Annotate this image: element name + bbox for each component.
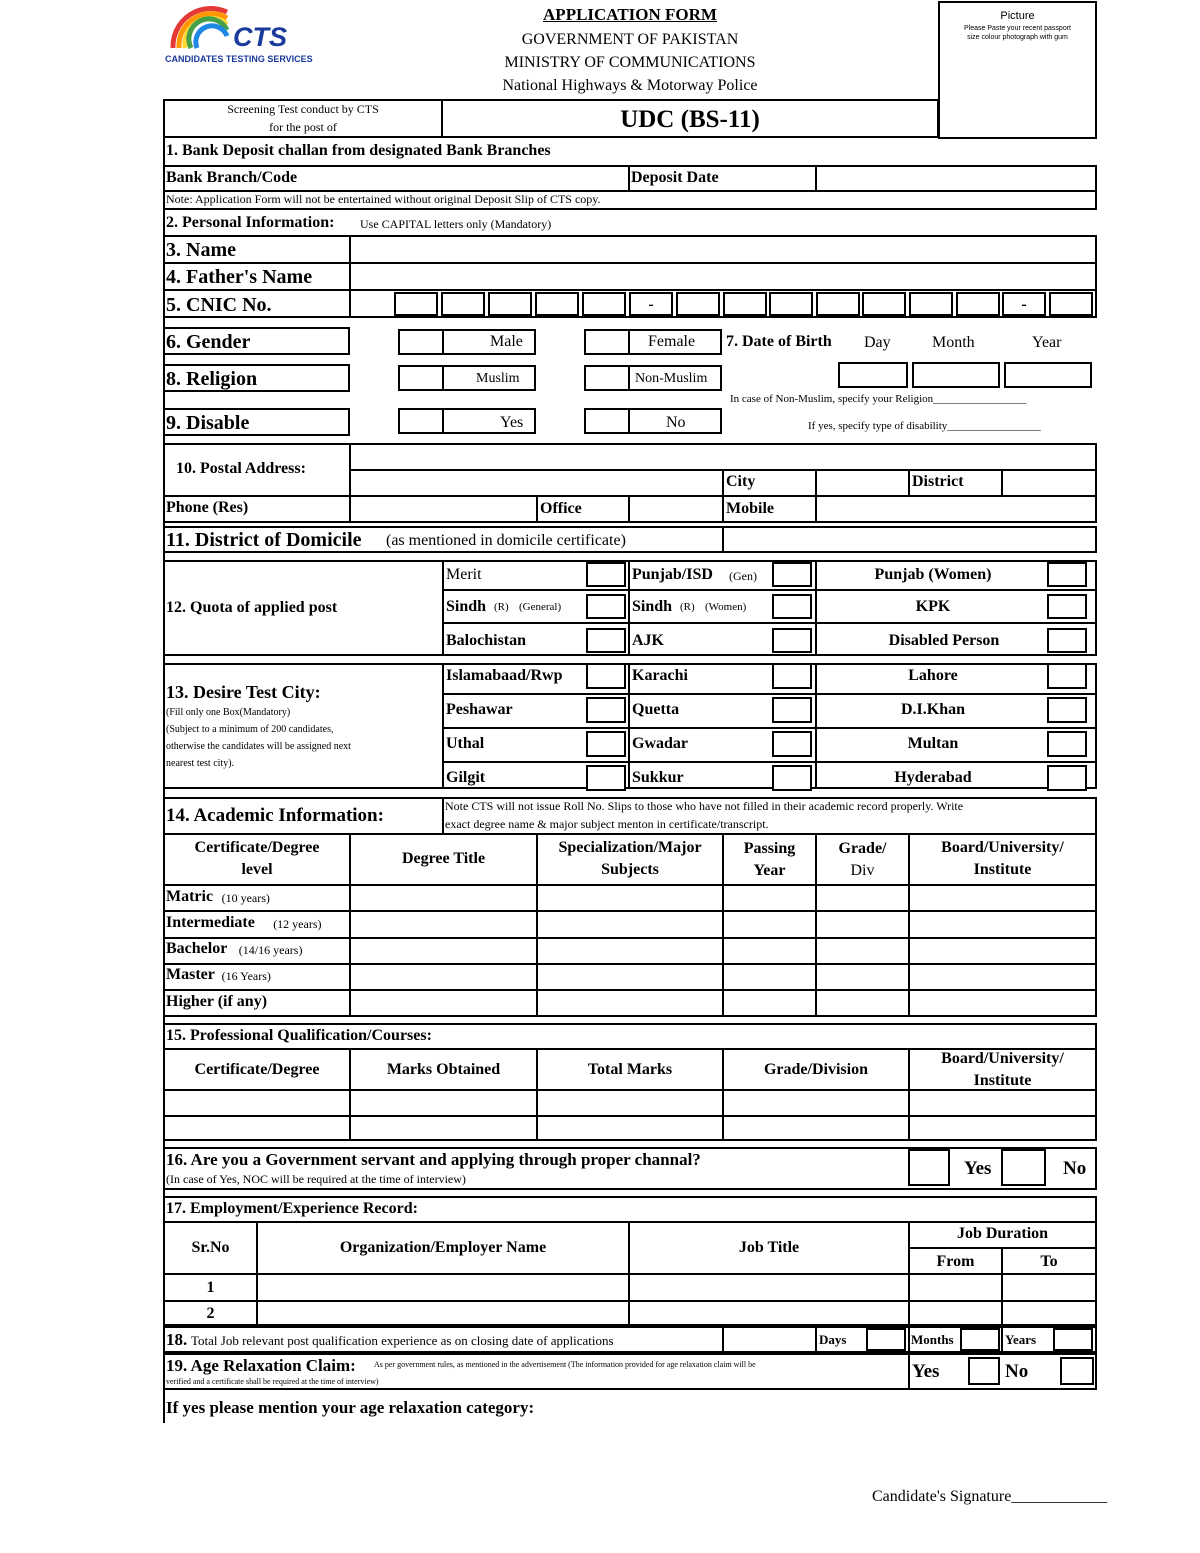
dob-month-box[interactable] bbox=[912, 362, 1000, 388]
test-city-sukkur: Sukkur bbox=[632, 769, 684, 786]
quota-label: 12. Quota of applied post bbox=[166, 599, 338, 616]
cnic-digit-box[interactable] bbox=[488, 292, 532, 316]
emp-h-duration: Job Duration bbox=[956, 1225, 1049, 1242]
emp-row-2[interactable] bbox=[258, 1302, 1095, 1325]
quota-checkbox[interactable] bbox=[1047, 628, 1087, 653]
exp-label: Total Job relevant post qualification experience as on closing date of applications bbox=[191, 1333, 614, 1348]
header-line-1: GOVERNMENT OF PAKISTAN bbox=[521, 31, 739, 48]
test-city-note-1: (Fill only one Box(Mandatory) bbox=[166, 707, 291, 718]
age-yes-checkbox[interactable] bbox=[968, 1357, 1000, 1385]
test-city-multan: Multan bbox=[907, 735, 959, 752]
picture-box[interactable] bbox=[938, 1, 1097, 139]
quota-sindh-r: (R) bbox=[494, 601, 509, 613]
quota-punjab-women: Punjab (Women) bbox=[874, 566, 992, 583]
domicile-input[interactable] bbox=[725, 528, 1095, 551]
post-title: UDC (BS-11) bbox=[620, 106, 760, 133]
dob-year-box[interactable] bbox=[1004, 362, 1092, 388]
exp-years-box[interactable] bbox=[1053, 1328, 1093, 1351]
test-city-dikhan: D.I.Khan bbox=[900, 701, 966, 718]
ac-h-institute: Institute bbox=[973, 861, 1032, 878]
prof-h-marks: Marks Obtained bbox=[386, 1061, 501, 1078]
ac-row-years: (12 years) bbox=[273, 917, 322, 931]
quota-checkbox[interactable] bbox=[1047, 594, 1087, 619]
academic-note-2: exact degree name & major subject menton in certificate/transcript. bbox=[445, 817, 769, 831]
dob-label: 7. Date of Birth bbox=[726, 333, 832, 350]
form-title: APPLICATION FORM bbox=[543, 5, 717, 24]
cnic-digit-box[interactable] bbox=[816, 292, 860, 316]
quota-merit: Merit bbox=[446, 566, 482, 583]
address-label: 10. Postal Address: bbox=[176, 460, 306, 477]
bank-branch-input[interactable] bbox=[350, 167, 626, 190]
ac-row-label: Matric bbox=[166, 888, 214, 905]
cnic-digit-box[interactable] bbox=[394, 292, 438, 316]
prof-label: 15. Professional Qualification/Courses: bbox=[166, 1027, 432, 1044]
cnic-digit-box[interactable] bbox=[862, 292, 906, 316]
test-city-peshawar: Peshawar bbox=[446, 701, 513, 718]
test-city-checkbox[interactable] bbox=[1047, 731, 1087, 757]
ac-row-label: Master bbox=[166, 966, 215, 983]
quota-sindh-women-r: (R) bbox=[680, 601, 695, 613]
age-yes-label: Yes bbox=[912, 1361, 940, 1382]
exp-months: Months bbox=[911, 1332, 954, 1347]
emp-row-1-sr: 1 bbox=[206, 1279, 215, 1296]
cts-logo bbox=[165, 2, 313, 66]
disability-specify-note: If yes, specify type of disability_________________ bbox=[808, 420, 1041, 432]
ac-h-grade: Grade/ bbox=[838, 840, 887, 857]
prof-h-board: Board/University/ bbox=[941, 1050, 1064, 1067]
cnic-digit-box[interactable] bbox=[582, 292, 626, 316]
age-category-label: If yes please mention your age relaxation category: bbox=[166, 1398, 535, 1417]
non-muslim-checkbox[interactable] bbox=[584, 365, 630, 391]
s1-heading: 1. Bank Deposit challan from designated Bank Branches bbox=[166, 142, 551, 159]
muslim-checkbox[interactable] bbox=[398, 365, 444, 391]
test-city-note-2: (Subject to a minimum of 200 candidates, bbox=[166, 724, 334, 735]
quota-checkbox[interactable] bbox=[772, 562, 812, 587]
quota-sindh-general-sub: (General) bbox=[519, 601, 562, 613]
dob-year-label: Year bbox=[1032, 334, 1062, 351]
ac-row-input[interactable] bbox=[351, 938, 1095, 962]
father-name-input[interactable] bbox=[352, 264, 1095, 288]
ac-row-input[interactable] bbox=[351, 886, 1095, 910]
academic-note-1: Note CTS will not issue Roll No. Slips to those who have not filled in their academic record properly. Write bbox=[445, 799, 964, 813]
test-city-label: 13. Desire Test City: bbox=[166, 682, 321, 702]
s2-heading: 2. Personal Information: bbox=[166, 214, 335, 231]
quota-kpk: KPK bbox=[915, 598, 951, 615]
cnic-digit-box[interactable] bbox=[723, 292, 767, 316]
test-city-quetta: Quetta bbox=[632, 701, 680, 718]
ac-row-input[interactable] bbox=[351, 991, 1095, 1015]
emp-h-org: Organization/Employer Name bbox=[339, 1239, 547, 1256]
cnic-digit-box[interactable] bbox=[909, 292, 953, 316]
test-city-note-3: otherwise the candidates will be assigned next bbox=[166, 741, 351, 752]
cnic-dash-box bbox=[1002, 292, 1046, 316]
header-line-2: MINISTRY OF COMMUNICATIONS bbox=[504, 54, 756, 71]
ac-h-div: Div bbox=[850, 862, 875, 879]
religion-specify-note: In case of Non-Muslim, specify your Religion_________________ bbox=[730, 393, 1027, 405]
disable-no-checkbox[interactable] bbox=[584, 408, 630, 434]
emp-h-from: From bbox=[936, 1253, 975, 1270]
test-city-gilgit: Gilgit bbox=[446, 769, 486, 786]
disable-yes-checkbox[interactable] bbox=[398, 408, 444, 434]
govt-no-checkbox[interactable] bbox=[1001, 1149, 1046, 1186]
quota-sindh-women-sub: (Women) bbox=[705, 601, 747, 613]
gender-label: 6. Gender bbox=[166, 331, 251, 353]
exp-months-box[interactable] bbox=[960, 1328, 1000, 1351]
cnic-dash: - bbox=[648, 296, 654, 313]
deposit-date-label: Deposit Date bbox=[631, 169, 719, 186]
office-label: Office bbox=[540, 500, 582, 517]
exp-days: Days bbox=[819, 1332, 847, 1347]
prof-h-cert: Certificate/Degree bbox=[194, 1061, 320, 1078]
disable-label: 9. Disable bbox=[166, 412, 250, 434]
exp-num: 18. bbox=[166, 1330, 188, 1349]
test-city-checkbox[interactable] bbox=[586, 663, 626, 689]
quota-checkbox[interactable] bbox=[586, 594, 626, 619]
male-label: Male bbox=[490, 333, 523, 350]
prof-h-grade: Grade/Division bbox=[763, 1061, 868, 1078]
dob-day-label: Day bbox=[864, 334, 891, 351]
emp-label: 17. Employment/Experience Record: bbox=[166, 1200, 418, 1217]
ac-row-label: Bachelor bbox=[166, 940, 228, 957]
test-city-checkbox[interactable] bbox=[772, 731, 812, 757]
cnic-label: 5. CNIC No. bbox=[166, 294, 272, 316]
ac-h-cert: Certificate/Degree bbox=[194, 839, 320, 856]
disable-no-label: No bbox=[666, 414, 686, 431]
govt-note: (In case of Yes, NOC will be required at the time of interview) bbox=[166, 1172, 466, 1186]
test-city-checkbox[interactable] bbox=[1047, 663, 1087, 689]
quota-punjab: Punjab/ISD bbox=[632, 566, 713, 583]
test-city-hyderabad: Hyderabad bbox=[894, 769, 972, 786]
quota-ajk: AJK bbox=[632, 632, 664, 649]
s2-sub: Use CAPITAL letters only (Mandatory) bbox=[360, 217, 552, 231]
cnic-digit-box[interactable] bbox=[956, 292, 1000, 316]
ac-h-board: Board/University/ bbox=[941, 839, 1064, 856]
test-city-checkbox[interactable] bbox=[1047, 697, 1087, 723]
header-line-3: National Highways & Motorway Police bbox=[502, 77, 758, 94]
ac-h-degree: Degree Title bbox=[401, 850, 486, 867]
emp-h-to: To bbox=[1040, 1253, 1058, 1270]
cnic-digit-box[interactable] bbox=[441, 292, 485, 316]
exp-days-box[interactable] bbox=[866, 1328, 906, 1351]
father-label: 4. Father's Name bbox=[166, 266, 313, 288]
quota-checkbox[interactable] bbox=[1047, 562, 1087, 587]
emp-row-1[interactable] bbox=[258, 1275, 1095, 1298]
disable-yes-label: Yes bbox=[500, 414, 524, 431]
religion-label: 8. Religion bbox=[166, 368, 258, 390]
quota-checkbox[interactable] bbox=[772, 594, 812, 619]
emp-h-job: Job Title bbox=[738, 1239, 800, 1256]
domicile-label: 11. District of Domicile bbox=[166, 529, 362, 551]
phone-label: Phone (Res) bbox=[166, 499, 249, 516]
quota-checkbox[interactable] bbox=[586, 628, 626, 653]
ac-row-years: (16 Years) bbox=[221, 969, 271, 983]
test-city-checkbox[interactable] bbox=[586, 697, 626, 723]
cnic-dash: - bbox=[1021, 296, 1027, 313]
logo-text: CTS bbox=[233, 22, 287, 52]
test-city-note-4: nearest test city). bbox=[166, 758, 235, 769]
bank-branch-label: Bank Branch/Code bbox=[166, 169, 298, 186]
age-label: 19. Age Relaxation Claim: bbox=[166, 1356, 356, 1375]
prof-h-total: Total Marks bbox=[587, 1061, 673, 1078]
age-no-label: No bbox=[1005, 1361, 1029, 1382]
prof-row-2[interactable] bbox=[165, 1117, 1095, 1140]
logo-tagline: CANDIDATES TESTING SERVICES bbox=[165, 54, 313, 64]
female-checkbox[interactable] bbox=[584, 329, 630, 355]
male-checkbox[interactable] bbox=[398, 329, 444, 355]
deposit-date-input[interactable] bbox=[817, 167, 1095, 190]
post-line-2: for the post of bbox=[269, 120, 337, 134]
govt-question: 16. Are you a Government servant and applying through proper channal? bbox=[166, 1150, 701, 1169]
test-city-checkbox[interactable] bbox=[772, 765, 812, 791]
quota-punjab-gen: (Gen) bbox=[729, 569, 757, 583]
cnic-digit-box[interactable] bbox=[1049, 292, 1093, 316]
signature-line[interactable]: Candidate's Signature____________ bbox=[872, 1488, 1108, 1505]
quota-disabled: Disabled Person bbox=[888, 632, 1000, 649]
test-city-checkbox[interactable] bbox=[586, 765, 626, 791]
prof-row-1[interactable] bbox=[165, 1091, 1095, 1114]
govt-yes-label: Yes bbox=[964, 1158, 992, 1179]
picture-label: Picture bbox=[1000, 10, 1035, 22]
ac-row-years: (10 years) bbox=[221, 891, 270, 905]
picture-note-1: Please Paste your recent passport bbox=[963, 25, 1071, 32]
female-label: Female bbox=[648, 333, 696, 350]
non-muslim-label: Non-Muslim bbox=[635, 371, 708, 386]
cnic-dash-box bbox=[629, 292, 673, 316]
exp-years: Years bbox=[1005, 1332, 1037, 1347]
test-city-islamabaadrwp: Islamabaad/Rwp bbox=[446, 667, 563, 684]
picture-note-2: size colour photograph with gum bbox=[967, 34, 1068, 41]
address-input[interactable] bbox=[352, 445, 1095, 493]
ac-h-year: Year bbox=[753, 862, 786, 879]
age-note-1: As per government rules, as mentioned in the advertisement (The information provided for age relaxation claim will be bbox=[374, 1360, 756, 1369]
test-city-checkbox[interactable] bbox=[772, 697, 812, 723]
cnic-digit-box[interactable] bbox=[535, 292, 579, 316]
dob-month-label: Month bbox=[932, 334, 975, 351]
govt-yes-checkbox[interactable] bbox=[908, 1149, 950, 1186]
ac-row-input[interactable] bbox=[351, 964, 1095, 988]
cnic-digit-box[interactable] bbox=[676, 292, 720, 316]
ac-h-subjects: Subjects bbox=[601, 861, 659, 878]
quota-sindh-general: Sindh bbox=[446, 598, 487, 615]
ac-h-passing: Passing bbox=[743, 840, 796, 857]
mobile-label: Mobile bbox=[726, 500, 774, 517]
test-city-karachi: Karachi bbox=[632, 667, 688, 684]
quota-checkbox[interactable] bbox=[772, 628, 812, 653]
quota-sindh-women: Sindh bbox=[632, 598, 673, 615]
test-city-uthal: Uthal bbox=[446, 735, 485, 752]
muslim-label: Muslim bbox=[476, 371, 520, 386]
name-input[interactable] bbox=[352, 237, 1095, 261]
ac-row-years: (14/16 years) bbox=[238, 943, 303, 957]
age-note-2: verified and a certificate shall be required at the time of interview) bbox=[166, 1377, 379, 1386]
academic-label: 14. Academic Information: bbox=[166, 805, 384, 826]
ac-row-label: Higher (if any) bbox=[166, 993, 268, 1010]
post-line-1: Screening Test conduct by CTS bbox=[227, 102, 379, 116]
test-city-lahore: Lahore bbox=[908, 667, 958, 684]
name-label: 3. Name bbox=[166, 239, 236, 261]
deposit-note: Note: Application Form will not be entertained without original Deposit Slip of CTS copy. bbox=[166, 192, 601, 206]
prof-h-institute: Institute bbox=[973, 1072, 1032, 1089]
ac-row-label: Intermediate bbox=[166, 914, 255, 931]
district-label: District bbox=[912, 473, 964, 490]
emp-row-2-sr: 2 bbox=[206, 1305, 215, 1322]
cnic-digit-box[interactable] bbox=[769, 292, 813, 316]
test-city-checkbox[interactable] bbox=[1047, 765, 1087, 791]
domicile-sub: (as mentioned in domicile certificate) bbox=[386, 532, 626, 549]
ac-row-input[interactable] bbox=[351, 912, 1095, 936]
govt-no-label: No bbox=[1063, 1158, 1087, 1179]
ac-h-level: level bbox=[241, 861, 273, 878]
age-no-checkbox[interactable] bbox=[1060, 1357, 1094, 1385]
dob-day-box[interactable] bbox=[838, 362, 908, 388]
test-city-checkbox[interactable] bbox=[586, 731, 626, 757]
city-label: City bbox=[726, 473, 756, 490]
ac-h-spec: Specialization/Major bbox=[558, 839, 702, 856]
quota-checkbox[interactable] bbox=[586, 562, 626, 587]
emp-h-sr: Sr.No bbox=[191, 1239, 230, 1256]
test-city-gwadar: Gwadar bbox=[632, 735, 688, 752]
quota-balochistan: Balochistan bbox=[446, 632, 527, 649]
test-city-checkbox[interactable] bbox=[772, 663, 812, 689]
